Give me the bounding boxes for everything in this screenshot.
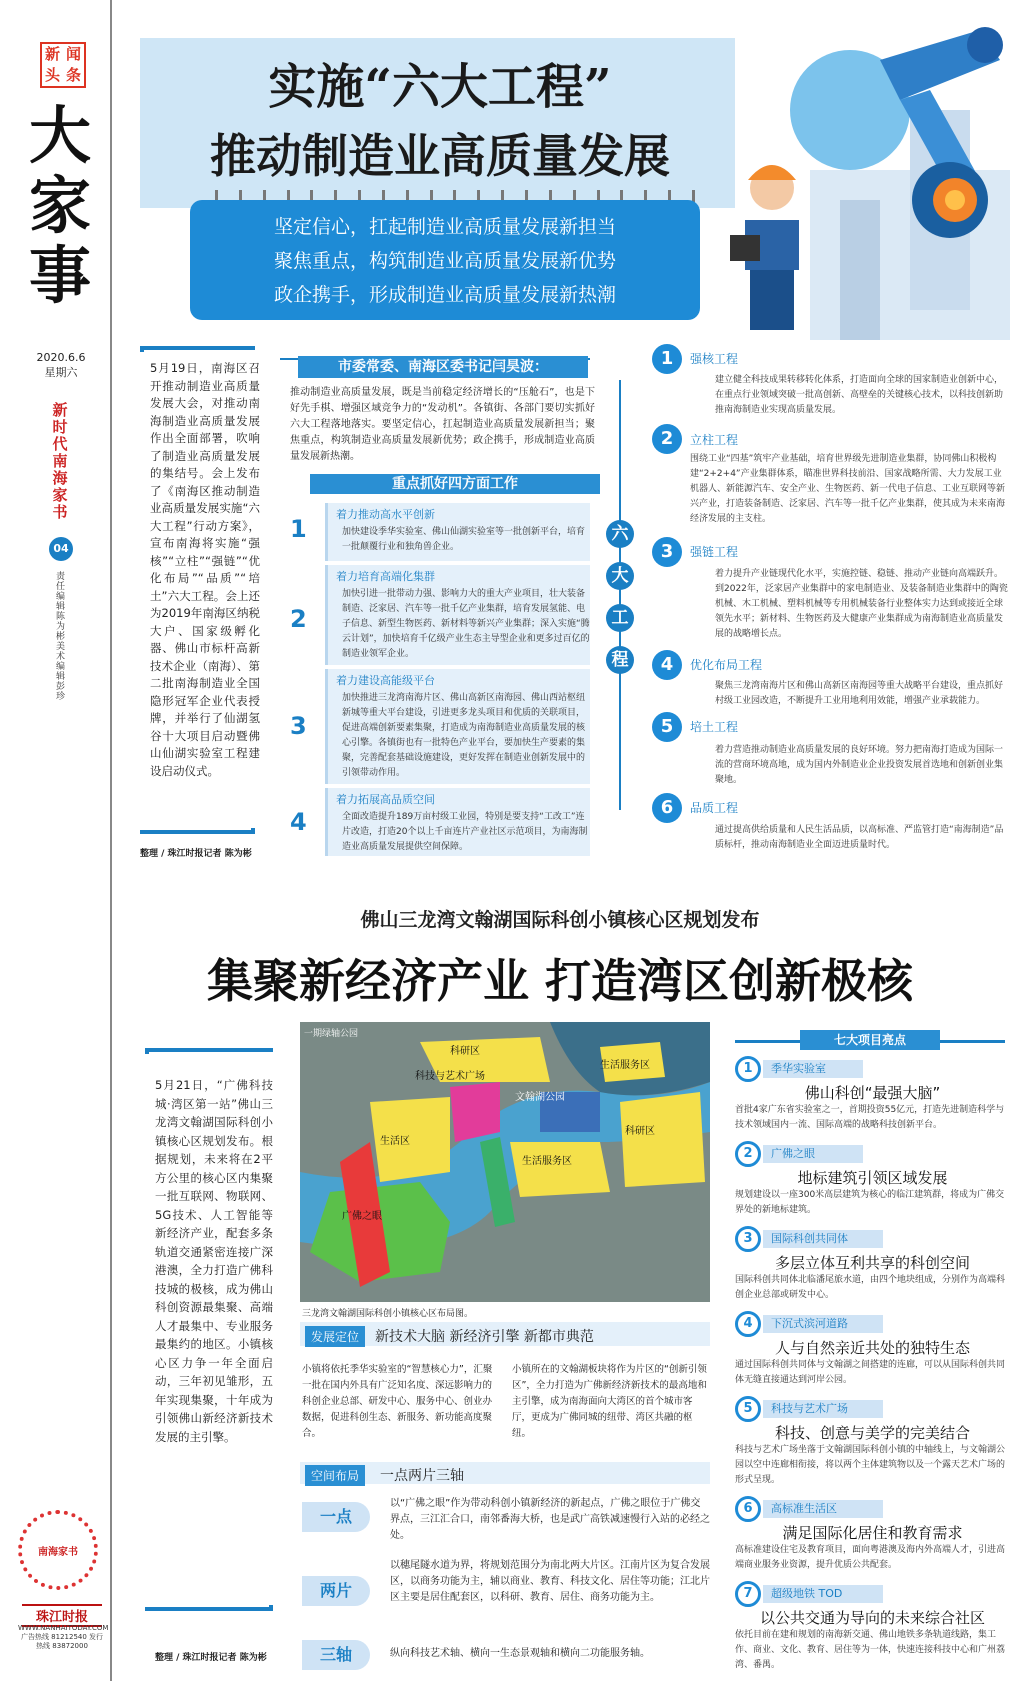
news-logo [40,42,86,88]
engineering-number: 4 [652,650,682,680]
slogan-line: 坚定信心，扛起制造业高质量发展新担当 [273,216,616,238]
layout-label: 一点 [302,1502,370,1532]
layout-label: 两片 [302,1576,370,1606]
positioning-text: 小镇所在的文翰湖板块将作为片区的“创新引领区”，全力打造为广佛新经济新技术的最高地和主引擎，成为南海面向大湾区的首个城市客厅，更成为广佛同城的纽带、湾区共融的枢纽。 [512,1364,707,1439]
highlight-number: 6 [735,1496,761,1522]
engineering-number: 6 [652,793,682,823]
focus-title: 着力拓展高品质空间 [336,793,435,806]
highlight-title: 满足国际化居住和教育需求 [782,1524,963,1542]
focus-card [325,788,590,856]
engineering-title: 立柱工程 [690,433,739,447]
highlights-list [735,1056,1010,1676]
focus-card [325,565,590,665]
engineering-title: 品质工程 [690,801,739,815]
focus-text: 加快推进三龙湾南海片区、佛山高新区南海园、佛山西站枢纽新城等重大平台建设，引进更多龙头项目和优质的关联项目，促进高端创新要素集聚，打造成为南海制造业高质量发展的核心引擎。各镇街也有一批特色产业平台，要加快生产要素的集聚，完善配套基础设施建设，更好发挥在制造业创新发展中的引领带动作用。 [342,693,586,778]
highlight-tag: 高标准生活区 [763,1500,883,1518]
highlight-title: 多层立体互利共享的科创空间 [774,1254,970,1272]
quote-text: 推动制造业高质量发展，既是当前稳定经济增长的“压舱石”，也是下好先手棋、增强区域竞争力的“发动机”。各镇街、各部门要切实抓好六大工程落地落实。要坚定信心，扛起制造业高质量发展新担当；聚焦重点，构筑制造业高质量发展新优势；政企携手，形成制造业高质量发展新热潮。 [290,387,595,462]
section2-subtitle: 佛山三龙湾文翰湖国际科创小镇核心区规划发布 [360,909,760,931]
column-name-char: 大 [28,99,91,172]
highlight-text: 高标准建设住宅及教育项目，面向粤港澳及海内外高端人才，引进高端商业服务业资源，提升优质公共配套。 [735,1545,1006,1570]
map-label: 生活服务区 [600,1060,650,1071]
layout-title: 一点两片三轴 [380,1468,464,1484]
logo-char: 闻 [65,45,81,63]
byline: 整理 / 珠江时报记者 陈为彬 [155,1653,267,1663]
focus-number: 2 [290,605,307,633]
highlight-number: 3 [735,1226,761,1252]
engineering-text: 着力营造推动制造业高质量发展的良好环境。努力把南海打造成为国际一流的营商环境高地，成为国内外制造业企业投资发展首选地和创新创业集聚地。 [715,745,1004,785]
slogan-line: 聚焦重点，构筑制造业高质量发展新优势 [273,250,616,272]
engineering-number: 1 [652,344,682,374]
engineering-title: 强链工程 [690,545,739,559]
focus-title-bar: 重点抓好四方面工作 [310,474,600,494]
weekday-text: 星期六 [44,366,78,379]
map-label: 生活服务区 [522,1156,572,1167]
highlight-title: 佛山科创“最强大脑” [804,1084,941,1102]
intro-paragraph: 5月21日，“广佛科技城·湾区第一站”佛山三龙湾文翰湖国际科创小镇核心区规划发布。根据规划，未来将在2平方公里的核心区内集聚一批互联网、物联网、5G技术、人工智能等新经济产业，配套多条轨道交通紧密连接广深港澳，全力打造广佛科技城的极核，成为佛山科创资源最集聚、高端人才最集中、专业服务最集约的地区。小镇核心区力争一年全面启动，三年初见雏形，五年实现集聚，十年成为引领佛山新经济新技术发展的主引擎。 [155,1078,273,1444]
qr-code[interactable] [18,1510,98,1590]
highlight-number: 4 [735,1311,761,1337]
positioning-title: 新技术大脑 新经济引擎 新都市典范 [375,1329,594,1345]
six-char: 工 [606,604,634,632]
focus-number: 4 [290,808,307,836]
map-label: 科研区 [625,1126,655,1137]
engineering-text: 建立健全科技成果转移转化体系，打造面向全球的国家制造业创新中心，在重点行业领域突破一批高创新、高壁垒的关键核心技术，以科技创新助推南海制造业实现高质量发展。 [715,375,1004,415]
map-label: 文翰湖公园 [515,1092,565,1103]
logo-char: 条 [65,66,81,84]
engineering-title: 培土工程 [690,720,739,734]
engineering-text: 聚焦三龙湾南海片区和佛山高新区南海园等重大战略平台建设，重点抓好村级工业园改造，不断提升工业用地利用效能，增强产业承载能力。 [715,681,1004,706]
highlight-text: 通过国际科创共同体与文翰湖之间搭建的连廊，可以从国际科创共同体无缝直接通达到河岸公园。 [735,1360,1006,1385]
six-char: 程 [606,646,634,674]
paper-hotline: 广告热线 81212540 发行热线 83872000 [20,1633,104,1650]
engineering-number: 5 [652,712,682,742]
highlight-title: 地标建筑引领区域发展 [797,1169,948,1187]
highlight-tag: 季华实验室 [763,1060,863,1078]
highlight-text: 依托目前在建和规划的南海新交通、佛山地铁多条轨道线路，集工作、商业、文化、教育、居住等为一体，快速连接科技中心和广州荔湾、番禺。 [735,1630,1006,1670]
engineering-text: 着力提升产业链现代化水平，实施控链、稳链、推动产业链向高端跃升。到2022年，泛家居产业集群中的家电制造业、及装备制造业集群中的陶瓷机械、木工机械、塑料机械等专用机械装备行业整体实力达到或接近全球领先水平；新材料、生物医药及大健康产业集群成为南海制造业高质量发展的战略增长点。 [715,569,1008,639]
map-label: 科技与艺术广场 [415,1071,485,1082]
quote-title-bar: 市委常委、南海区委书记闫昊波： [298,356,588,378]
highlight-tag: 国际科创共同体 [763,1230,883,1248]
map-label: 生活区 [380,1136,410,1147]
map-label: 科研区 [450,1046,480,1057]
engineering-text: 围绕工业“四基”筑牢产业基础，培育世界级先进制造业集群，协同佛山积极构建“2+2+4”产业集群体系，瞄准世界科技前沿、国家战略所需、大力发展工业机器人、新能源汽车、安全产业、生物医药、新一代电子信息、工业互联网等新兴产业，打造装备制造、泛家居、汽车等一批千亿产业集群，使其成为未来南海经济发展的主支柱。 [690,454,1006,524]
layout-label: 三轴 [302,1640,370,1670]
focus-card [325,503,590,561]
focus-title: 着力推动高水平创新 [336,508,435,521]
focus-text: 加快引进一批带动力强、影响力大的重大产业项目，壮大装备制造、泛家居、汽车等一批千亿产业集群，培育发展氢能、电子信息、新型生物医药、新材料等新兴产业集群；深入实施“腾云计划”，加快培育千亿级产业生态主导型企业和更多过百亿的制造业领军企业。 [342,589,590,659]
timeline-line [619,380,621,810]
column-bracket-bottom [145,1605,273,1611]
engineering-title: 优化布局工程 [690,658,763,672]
column-divider [110,0,112,1681]
six-char: 大 [606,562,634,590]
map-label: 一期绿轴公园 [304,1029,359,1039]
column-name-char: 家 [28,169,91,242]
slogan-line: 政企携手，形成制造业高质量发展新热潮 [273,284,616,306]
highlight-number: 2 [735,1141,761,1167]
logo-char: 头 [44,66,60,84]
headline-title-line2: 推动制造业高质量发展 [210,129,670,183]
focus-number: 1 [290,515,307,543]
positioning-text: 小镇将依托季华实验室的“智慧核心力”，汇聚一批在国内外具有广泛知名度、深远影响力的科创企业总部、研发中心、服务中心、创业办数据，促进科创生态、新服务、新功能高度聚合。 [302,1364,493,1439]
series-name: 新时代南海家书 [52,401,68,521]
focus-text: 加快建设季华实验室、佛山仙湖实验室等一批创新平台，培育一批颠覆行业和独角兽企业。 [342,527,586,552]
highlight-tag: 下沉式滨河道路 [763,1315,883,1333]
headline-title-line1: 实施“六大工程” [268,59,612,115]
highlight-text: 首批4家广东省实验室之一，首期投资55亿元，打造先进制造科学与技术领域国内一流、国际高端的战略科技创新平台。 [735,1105,1005,1130]
highlight-text: 科技与艺术广场坐落于文翰湖国际科创小镇的中轴线上，与文翰湖公园以空中连廊相衔接，将以两个主体建筑物以及一个露天艺术广场的形式呈现。 [735,1445,1006,1485]
layout-tag: 空间布局 [305,1465,365,1486]
map-label: 广佛之眼 [342,1211,382,1222]
highlight-tag: 广佛之眼 [763,1145,863,1163]
focus-text: 全面改造提升189万亩村级工业园，特别是要支持“工改工”连片改造，打造20个以上千亩连片产业社区示范项目，为南海制造业高质量发展提供空间保障。 [342,812,588,852]
paper-info [18,1624,109,1651]
layout-text: 纵向科技艺术轴、横向一生态景观轴和横向二功能服务轴。 [390,1648,650,1659]
highlight-number: 7 [735,1581,761,1607]
highlight-text: 规划建设以一座300米高层建筑为核心的临江建筑群，将成为广佛交界处的新地标建筑。 [735,1190,1005,1215]
robot-arm-illustration [730,20,1020,340]
map-caption: 三龙湾文翰湖国际科创小镇核心区布局图。 [302,1309,474,1319]
paper-url: WWW.NANHAITODAY.COM [18,1624,109,1632]
logo-char: 新 [44,45,60,63]
highlight-text: 国际科创共同体北临潘尾旅水道，由四个地块组成，分别作为高端科创企业总部或研发中心。 [735,1275,1006,1300]
paper-logo: 珠江时报 [22,1604,102,1627]
intro-paragraph: 5月19日，南海区召开推动制造业高质量发展大会，对推动南海制造业高质量发展作出全面部署，吹响了制造业高质量发展的集结号。会上发布了《南海区推动制造业高质量发展实施“六大工程”行动方案》，宣布南海将实施“强核”“立柱”“强链”“优化布局”“品质”“培土”六大工程。会上还为2019年南海区纳税大户、国家级孵化器、佛山市标杆高新技术企业（南海）、第二批南海制造业全国隐形冠军企业代表授牌，并举行了仙湖氢谷十大项目启动暨佛山仙湖实验室工程建设启动仪式。 [150,361,260,778]
highlight-number: 1 [735,1056,761,1082]
qr-label: 南海家书 [38,1546,78,1558]
highlight-tag: 超级地铁 TOD [763,1585,883,1603]
engineering-title: 强核工程 [690,352,739,366]
issue-date [30,350,92,380]
engineering-text: 通过提高供给质量和人民生活品质，以高标准、严监管打造“南海制造”品质标杆，推动南海制造业全面迈进质量时代。 [715,825,1004,850]
layout-map [300,1022,710,1302]
six-char: 六 [606,520,634,548]
byline: 整理 / 珠江时报记者 陈为彬 [140,849,252,859]
focus-card [325,669,590,784]
focus-number: 3 [290,712,307,740]
editors-credit: 责任编辑 陈为彬 美术编辑 彭珍 [56,572,66,702]
focus-title: 着力建设高能级平台 [336,674,435,687]
column-bracket-bottom [140,828,255,834]
focus-title: 着力培育高端化集群 [336,570,435,583]
highlight-title: 以公共交通为导向的未来综合社区 [759,1609,985,1627]
column-bracket [140,346,255,352]
engineering-number: 2 [652,424,682,454]
highlight-title: 科技、创意与美学的完美结合 [774,1424,970,1442]
layout-text: 以穗尾隧水道为界，将规划范围分为南北两大片区。江南片区为复合发展区，以商务功能为主，辅以商业、教育、科技文化、居住等功能；江北片区主要是居住配套区，以科研、教育、居住、商务功能为主。 [390,1560,710,1603]
date-text: 2020.6.6 [36,351,86,364]
layout-text: 以“广佛之眼”作为带动科创小镇新经济的新起点，广佛之眼位于广佛交界点，三江汇合口，南邻番海大桥，也是武广高铁减速慢行入站的必经之处。 [390,1498,710,1541]
highlight-title: 人与自然亲近共处的独特生态 [774,1339,970,1357]
highlight-number: 5 [735,1396,761,1422]
section2-title: 集聚新经济产业 打造湾区创新极核 [206,954,913,1008]
column-name-char: 事 [28,239,91,312]
positioning-tag: 发展定位 [305,1326,365,1347]
highlights-title-bar: 七大项目亮点 [800,1030,940,1050]
column-bracket [145,1048,273,1054]
highlight-tag: 科技与艺术广场 [763,1400,883,1418]
page-number: 04 [49,537,73,561]
engineering-number: 3 [652,537,682,567]
